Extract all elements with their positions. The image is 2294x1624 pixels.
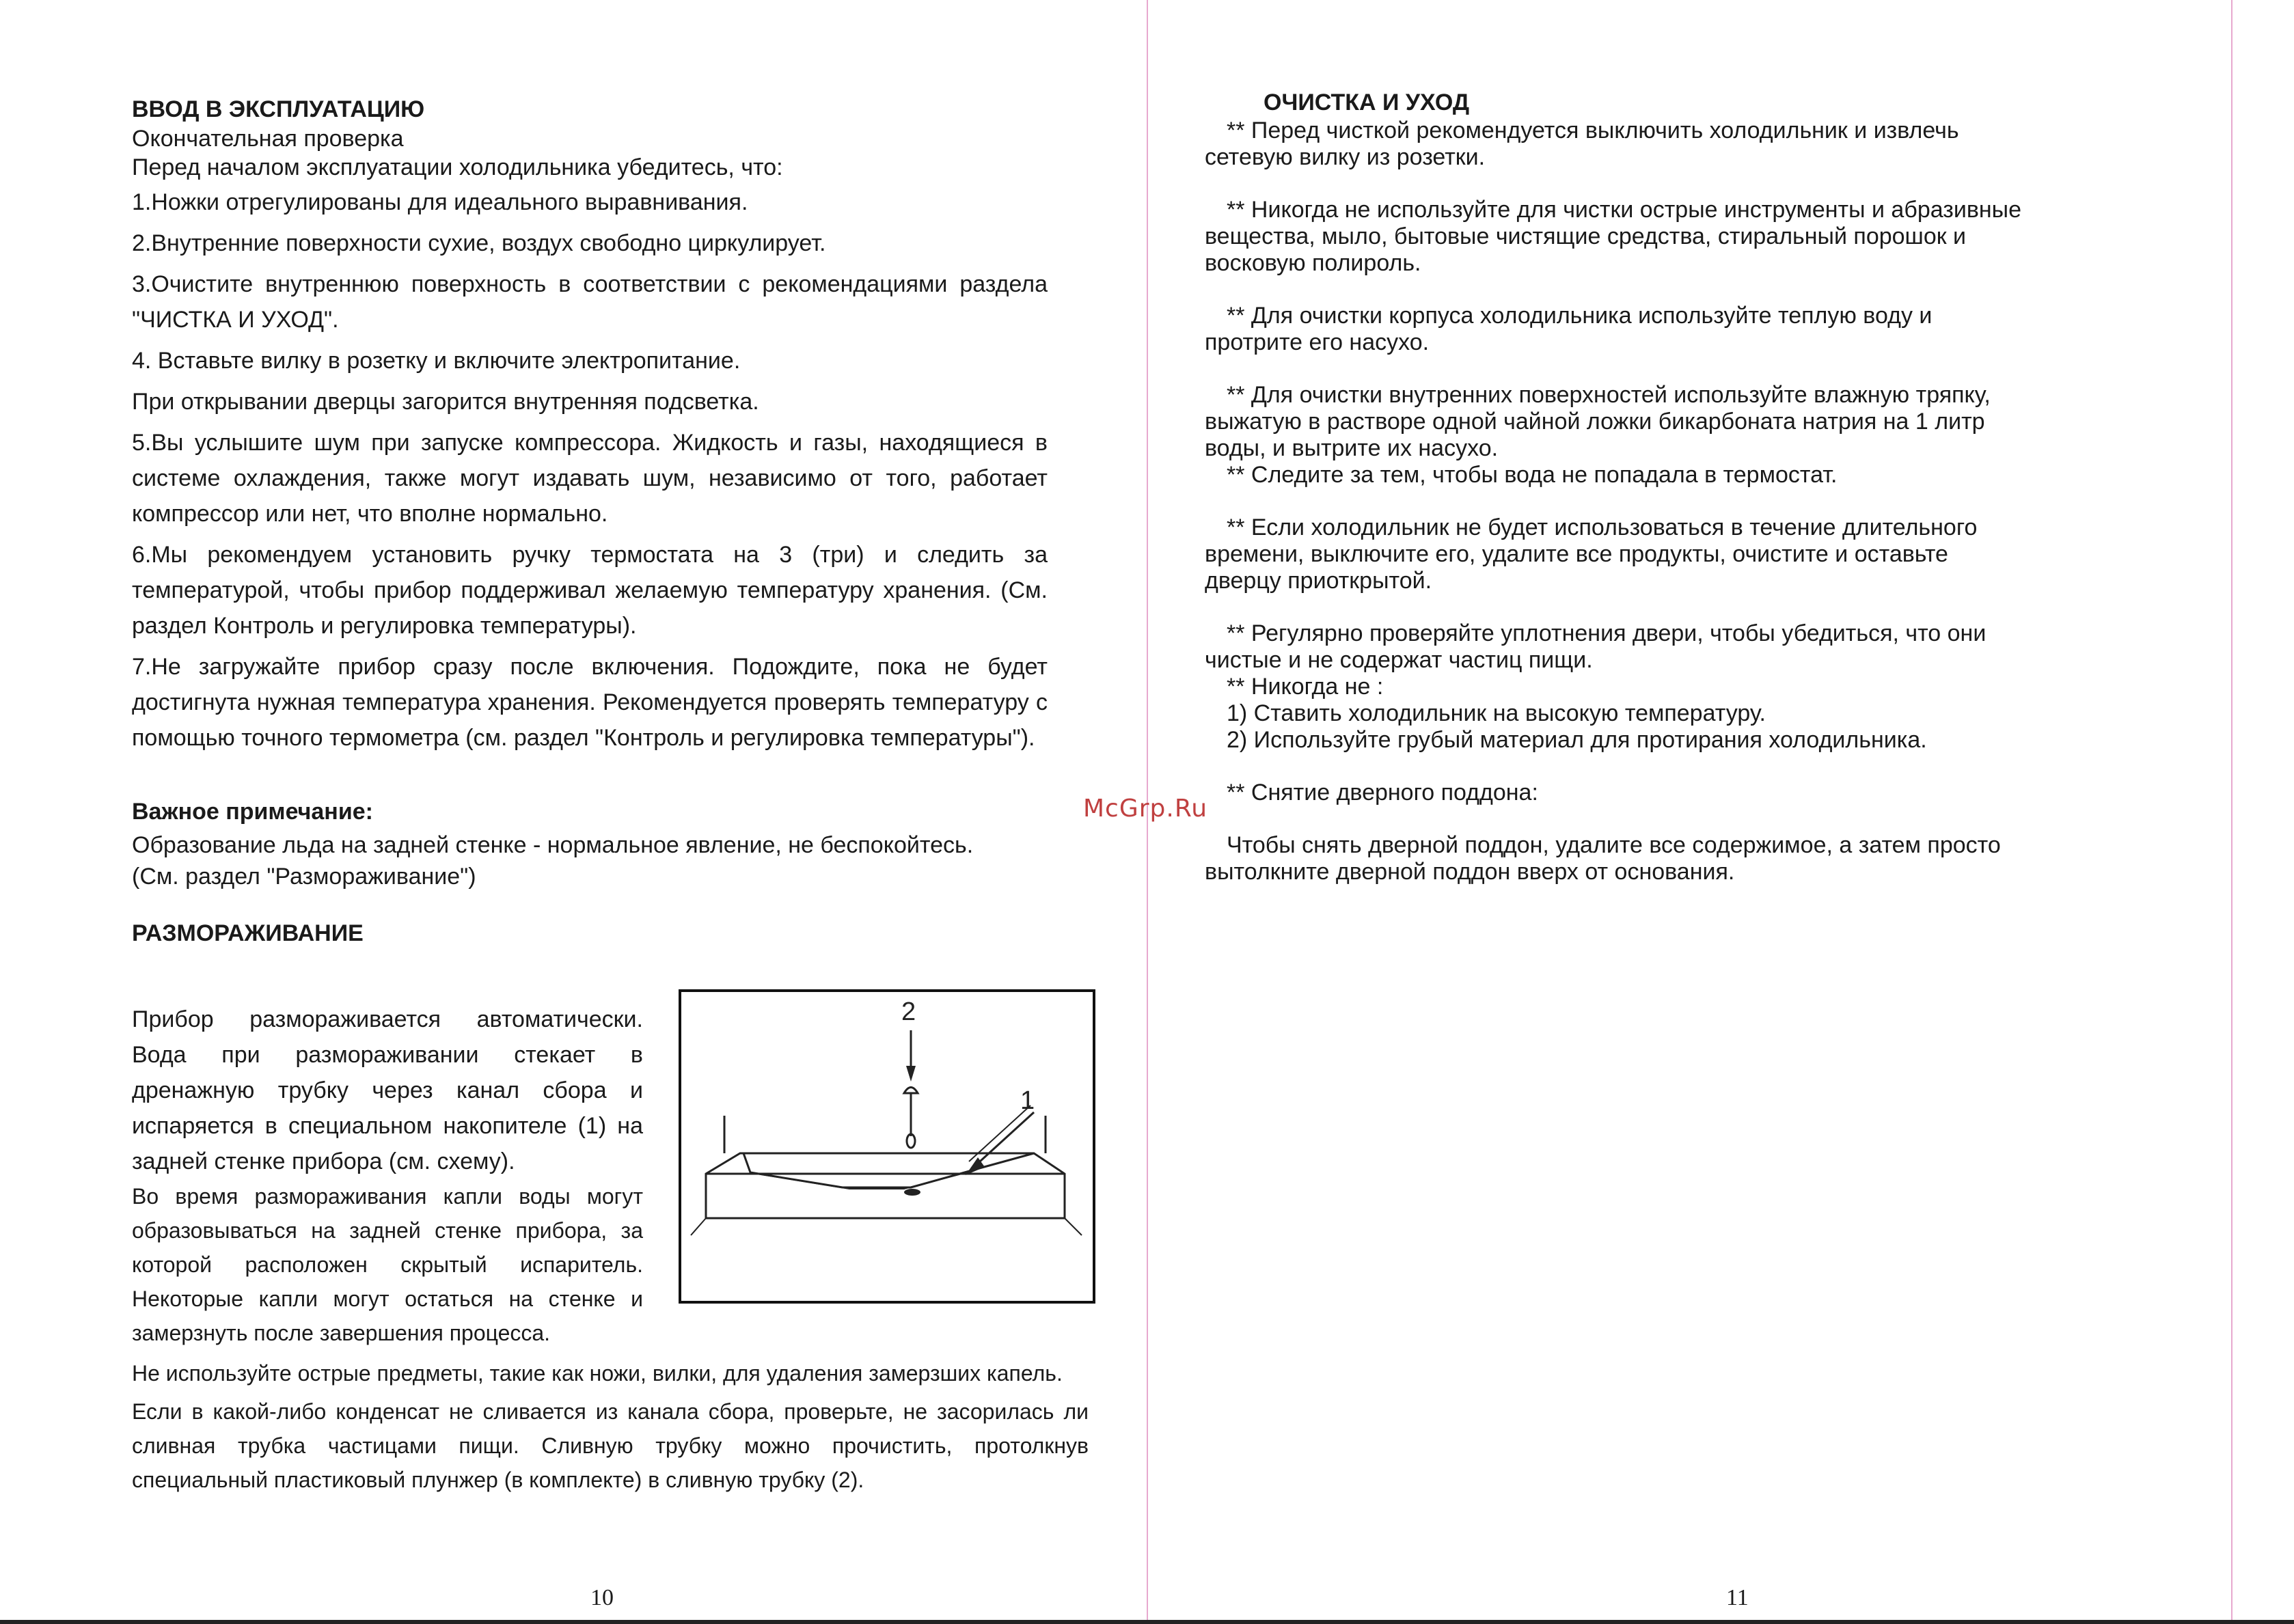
check-item-2: 2.Внутренние поверхности сухие, воздух свободно циркулирует. — [132, 230, 826, 256]
diagram-label-2: 2 — [901, 997, 916, 1026]
bottom-edge — [0, 1620, 2294, 1624]
right-p4-line2: выжатую в растворе одной чайной ложки бикарбоната натрия на 1 литр — [1205, 409, 1985, 435]
right-p2-line3: восковую полироль. — [1205, 250, 1421, 276]
diagram-label-1: 1 — [1020, 1086, 1035, 1115]
right-p4-line3: воды, и вытрите их насухо. — [1205, 435, 1499, 461]
right-p4-line4: ** Следите за тем, чтобы вода не попадала в термостат. — [1227, 462, 1838, 488]
right-p5-line2: времени, выключите его, удалите все продукты, очистите и оставьте — [1205, 541, 1948, 567]
right-p5-line1: ** Если холодильник не будет использоваться в течение длительного — [1227, 514, 1978, 540]
page-number-right: 11 — [1726, 1585, 1749, 1610]
defrost-paragraph-4: Если в какой-либо конденсат не сливается из канала сбора, проверьте, не засорилась ли сливная трубка частицами пищи. Сливную трубку можно прочистить, протолкнув специальный пластиковый плунжер (в комплекте) в сливную трубку (2). — [132, 1399, 1089, 1492]
check-item-6: 6.Мы рекомендуем установить ручку термостата на 3 (три) и следить за температурой, чтобы прибор поддерживал желаемую температуру хранения. (См. раздел Контроль и регулировка температуры). — [132, 542, 1048, 639]
right-p6-line1: ** Регулярно проверяйте уплотнения двери, чтобы убедиться, что они — [1227, 620, 1986, 646]
page-number-left: 10 — [590, 1585, 614, 1610]
defrost-text-block — [132, 1002, 643, 1350]
right-p6-line2: чистые и не содержат частиц пищи. — [1205, 647, 1593, 673]
right-p3-line1: ** Для очистки корпуса холодильника используйте теплую воду и — [1227, 303, 1933, 329]
check-item-light: При открывании дверцы загорится внутренняя подсветка. — [132, 389, 759, 415]
defrost-diagram — [679, 989, 1097, 1305]
right-p5-line3: дверцу приоткрытой. — [1205, 568, 1432, 594]
check-item-3: 3.Очистите внутреннюю поверхность в соответствии с рекомендациями раздела "ЧИСТКА И УХОД". — [132, 271, 1048, 333]
right-p1-line1: ** Перед чисткой рекомендуется выключить холодильник и извлечь — [1227, 118, 1959, 143]
intro-text: Перед началом эксплуатации холодильника убедитесь, что: — [132, 154, 783, 180]
heading-cleaning: ОЧИСТКА И УХОД — [1264, 90, 1470, 115]
right-p6-line3: ** Никогда не : — [1227, 674, 1384, 700]
check-item-7: 7.Не загружайте прибор сразу после включения. Подождите, пока не будет достигнута нужная температура хранения. Рекомендуется проверять температуру с помощью точного термометра (см. раздел "Контроль и регулировка температуры"). — [132, 654, 1048, 751]
defrost-paragraph-1: Прибор размораживается автоматически. Вода при размораживании стекает в дренажную трубку через канал сбора и испаряется в специальном накопителе (1) на задней стенке прибора (см. схему). — [132, 1006, 643, 1174]
right-p6-line5: 2) Используйте грубый материал для протирания холодильника. — [1227, 727, 1927, 753]
right-p7: ** Снятие дверного поддона: — [1227, 780, 1538, 806]
right-p8-line1: Чтобы снять дверной поддон, удалите все содержимое, а затем просто — [1227, 832, 2001, 858]
defrost-paragraph-3: Не используйте острые предметы, такие как ножи, вилки, для удаления замерзших капель. — [132, 1361, 1063, 1386]
right-p2-line2: вещества, мыло, бытовые чистящие средства, стиральный порошок и — [1205, 223, 1967, 249]
right-p4-line1: ** Для очистки внутренних поверхностей используйте влажную тряпку, — [1227, 382, 1991, 408]
check-item-5: 5.Вы услышите шум при запуске компрессора. Жидкость и газы, находящиеся в системе охлаждения, также могут издавать шум, независимо от того, работает компрессор или нет, что вполне нормально. — [132, 430, 1048, 527]
right-p3-line2: протрите его насухо. — [1205, 329, 1430, 355]
left-page — [132, 87, 1089, 948]
subheading-final-check: Окончательная проверка — [132, 126, 404, 152]
defrost-paragraph-2: Во время размораживания капли воды могут образовываться на задней стенке прибора, за которой расположен скрытый испаритель. Некоторые капли могут остаться на стенке и замерзнуть после завершения процесса. — [132, 1184, 643, 1345]
check-item-4: 4. Вставьте вилку в розетку и включите электропитание. — [132, 348, 741, 374]
important-note-line2: (См. раздел "Размораживание") — [132, 864, 476, 890]
important-note-line1: Образование льда на задней стенке - нормальное явление, не беспокойтесь. — [132, 832, 974, 858]
heading-commissioning: ВВОД В ЭКСПЛУАТАЦИЮ — [132, 96, 425, 122]
check-item-1: 1.Ножки отрегулированы для идеального выравнивания. — [132, 189, 748, 215]
right-page — [1205, 87, 2134, 885]
watermark-text: McGrp.Ru — [1083, 795, 1208, 823]
right-p2-line1: ** Никогда не используйте для чистки острые инструменты и абразивные — [1227, 197, 2022, 223]
right-p1-line2: сетевую вилку из розетки. — [1205, 144, 1486, 170]
right-p6-line4: 1) Ставить холодильник на высокую температуру. — [1227, 700, 1766, 726]
important-note-heading: Важное примечание: — [132, 799, 373, 825]
right-edge-line — [2231, 0, 2232, 1624]
defrost-text-block-wide — [132, 1356, 1089, 1497]
heading-defrost: РАЗМОРАЖИВАНИЕ — [132, 920, 364, 946]
right-p8-line2: вытолкните дверной поддон вверх от основания. — [1205, 859, 1735, 885]
